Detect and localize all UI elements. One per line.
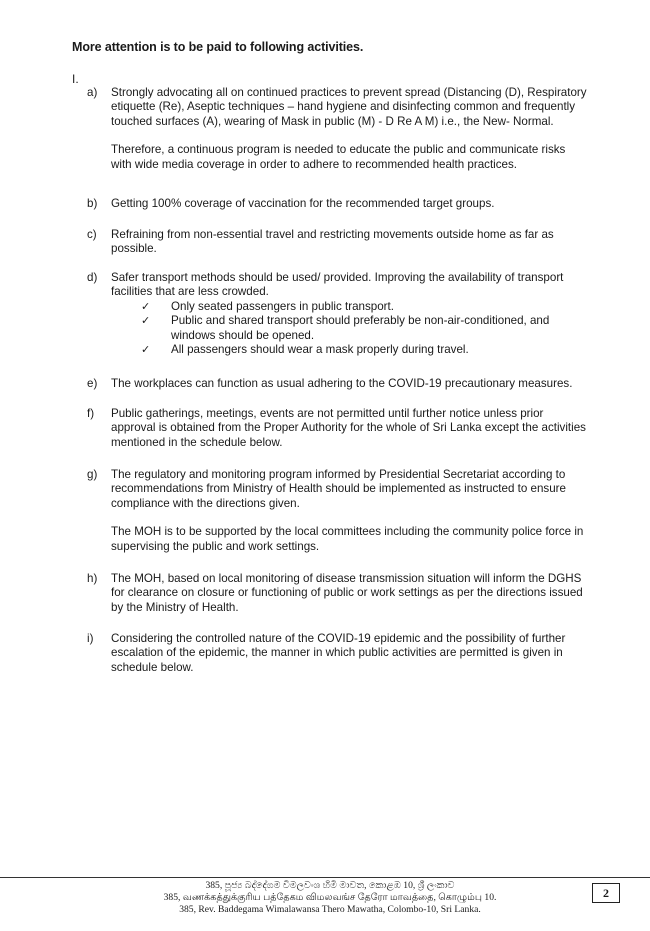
item-letter: d) (87, 271, 98, 284)
list-item-d (87, 271, 587, 357)
tick-item (141, 314, 587, 343)
item-paragraph: Safer transport methods should be used/ provided. Improving the availability of transport facilities that are less crowded. (111, 271, 564, 299)
item-letter: i) (87, 632, 94, 645)
list-item-b (87, 197, 587, 211)
tick-item (141, 343, 587, 357)
list-item-a (87, 86, 587, 172)
list-item-f (87, 407, 587, 450)
checkmark-icon: ✓ (141, 299, 151, 313)
checkmark-icon: ✓ (141, 314, 151, 328)
footer-address (120, 880, 540, 916)
footer-line-tamil: 385, வணக்கத்துக்குரிய பத்தேகம விமலவங்ச தேரோ மாவத்தை, கொழும்பு 10. (163, 892, 497, 903)
item-paragraph: Therefore, a continuous program is needed to educate the public and communicate risks with wide media coverage in order to adhere to recommended health practices. (111, 143, 566, 171)
item-letter: e) (87, 377, 98, 390)
item-letter: c) (87, 228, 97, 241)
item-paragraph: The regulatory and monitoring program informed by Presidential Secretariat according to recommendations from Ministry of Health should be implemented as instructed to ensure compliance with the directions given. (111, 468, 566, 510)
item-letter: a) (87, 86, 98, 99)
tick-list (111, 300, 587, 358)
list-item-g (87, 468, 587, 554)
item-letter: b) (87, 197, 98, 210)
item-letter: f) (87, 407, 95, 420)
tick-item (141, 300, 587, 314)
footer-line-sinhala: 385, පූජ්‍ය බද්දේගම විමලවංශ හිමි මාවත, කොළඹ 10, ශ්‍රී ලංකාව (205, 880, 455, 891)
item-letter: h) (87, 572, 98, 585)
item-paragraph: Refraining from non-essential travel and restricting movements outside home as far as possible. (111, 228, 554, 256)
footer-divider (0, 877, 650, 878)
checkmark-icon: ✓ (141, 343, 151, 357)
footer-line-english: 385, Rev. Baddegama Wimalawansa Thero Mawatha, Colombo-10, Sri Lanka. (179, 904, 481, 915)
tick-item-text: Only seated passengers in public transport. (171, 299, 394, 313)
tick-item-text: Public and shared transport should preferably be non-air-conditioned, and windows should be opened. (171, 314, 550, 342)
item-paragraph: Public gatherings, meetings, events are not permitted until further notice unless prior approval is obtained from the Proper Authority for the whole of Sri Lanka except the activities mentioned in the schedule below. (111, 407, 586, 449)
item-paragraph: Getting 100% coverage of vaccination for the recommended target groups. (111, 197, 495, 210)
list-item-c (87, 228, 587, 257)
tick-item-text: All passengers should wear a mask properly during travel. (171, 343, 469, 357)
section-numeral: I. (72, 72, 79, 86)
item-paragraph: The MOH, based on local monitoring of disease transmission situation will inform the DGHS for clearance on closure or functioning of public or work settings as per the directions issued by the Ministry of Health. (111, 572, 583, 614)
list-item-e (87, 377, 587, 391)
section-heading: More attention is to be paid to following activities. (72, 40, 364, 54)
item-paragraph: The MOH is to be supported by the local committees including the community police force in supervising the public and work settings. (111, 525, 584, 553)
item-paragraph: The workplaces can function as usual adhering to the COVID-19 precautionary measures. (111, 377, 573, 390)
page-number: 2 (592, 883, 620, 903)
item-paragraph: Strongly advocating all on continued practices to prevent spread (Distancing (D), Respiratory etiquette (Re), Aseptic techniques – hand hygiene and disinfecting common and frequently touched surfaces (A), wearing of Mask in public (M) - D Re A M) i.e., the New- Normal. (111, 86, 587, 128)
list-item-h (87, 572, 587, 615)
item-letter: g) (87, 468, 98, 481)
item-paragraph: Considering the controlled nature of the COVID-19 epidemic and the possibility of further escalation of the epidemic, the manner in which public activities are permitted is given in schedule below. (111, 632, 566, 674)
list-item-i (87, 632, 587, 675)
